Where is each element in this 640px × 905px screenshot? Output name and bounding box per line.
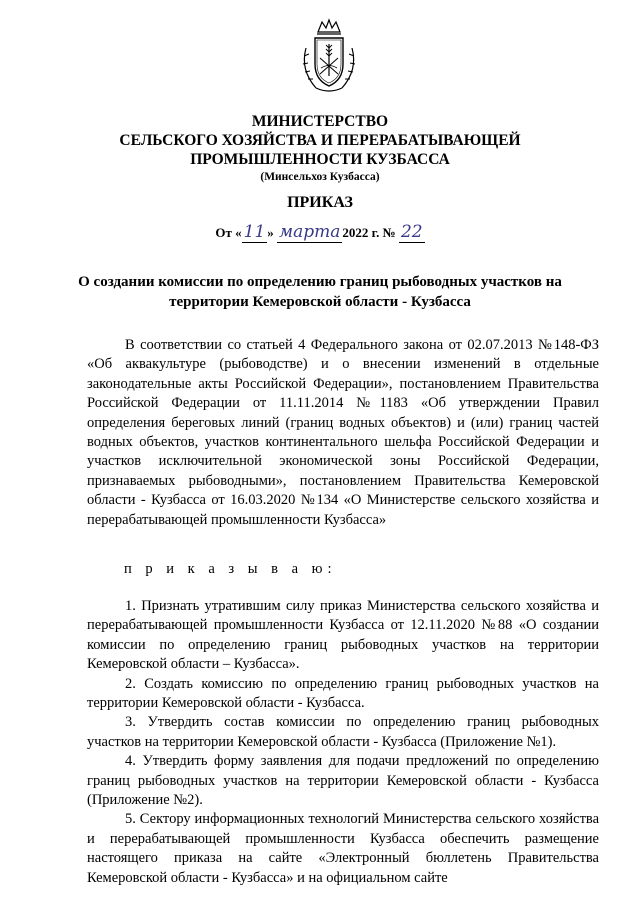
date-prefix: От « <box>215 225 242 240</box>
order-items <box>87 597 599 888</box>
title-line-2: территории Кемеровской области - Кузбасса <box>169 294 471 310</box>
ministry-header <box>0 112 640 185</box>
title-line-1: О создании комиссии по определению границ рыбоводных участков на <box>78 274 562 290</box>
date-month: марта <box>279 222 341 242</box>
preamble-text: В соответствии со статьей 4 Федерального закона от 02.07.2013 №148-ФЗ «Об аквакультуре (рыбоводстве) и о внесении изменений в отдельные законодательные акты Российской Федерации», постановлением Правительства Российской Федерации от 11.11.2014 №1183 «Об утверждении Правил определения береговых линий (границ водных объектов) и (или) границ частей водных объектов, участков континентального шельфа Российской Федерации и участков исключительной экономической зоны Российской Федерации, признаваемых рыбоводными», постановлением Правительства Кемеровской области - Кузбасса от 16.03.2020 №134 «О Министерстве сельского хозяйства и перерабатывающей промышленности Кузбасса» <box>87 337 599 528</box>
ministry-short-name: (Минсельхоз Кузбасса) <box>260 171 380 183</box>
document-type: ПРИКАЗ <box>287 194 353 211</box>
kuzbass-coat-of-arms-icon <box>298 18 360 96</box>
order-number: 22 <box>400 222 423 242</box>
ministry-line-2: СЕЛЬСКОГО ХОЗЯЙСТВА И ПЕРЕРАБАТЫВАЮЩЕЙ <box>119 132 521 149</box>
date-year: 2022 г. № <box>342 225 399 240</box>
document-title <box>0 272 640 312</box>
order-item: 1. Признать утратившим силу приказ Министерства сельского хозяйства и перерабатывающей промышленности Кузбасса от 12.11.2020 №88 «О создании комиссии по определению границ рыбоводных участков на территории Кемеровской области – Кузбасса». <box>87 598 599 673</box>
ministry-line-1: МИНИСТЕРСТВО <box>251 113 389 130</box>
date-day: 11 <box>243 222 266 242</box>
date-mid: » <box>267 225 278 240</box>
date-line <box>0 222 640 242</box>
order-item: 4. Утвердить форму заявления для подачи предложений по определению границ рыбоводных участков на территории Кемеровской области - Кузбасса (Приложение №2). <box>87 753 599 809</box>
preamble <box>87 336 599 530</box>
order-item: 3. Утвердить состав комиссии по определению границ рыбоводных участков на территории Кемеровской области - Кузбасса (Приложение №1). <box>87 714 599 750</box>
order-item: 2. Создать комиссию по определению границ рыбоводных участков на территории Кемеровской области - Кузбасса. <box>87 675 599 712</box>
order-item: 5. Сектору информационных технологий Министерства сельского хозяйства и перерабатывающей промышленности Кузбасса обеспечить размещение настоящего приказа на сайте «Электронный бюллетень Правительства Кемеровской области - Кузбасса» и на официальном сайте <box>87 811 599 886</box>
order-word: п р и к а з ы в а ю: <box>124 561 337 577</box>
ministry-line-3: ПРОМЫШЛЕННОСТИ КУЗБАССА <box>190 151 450 168</box>
